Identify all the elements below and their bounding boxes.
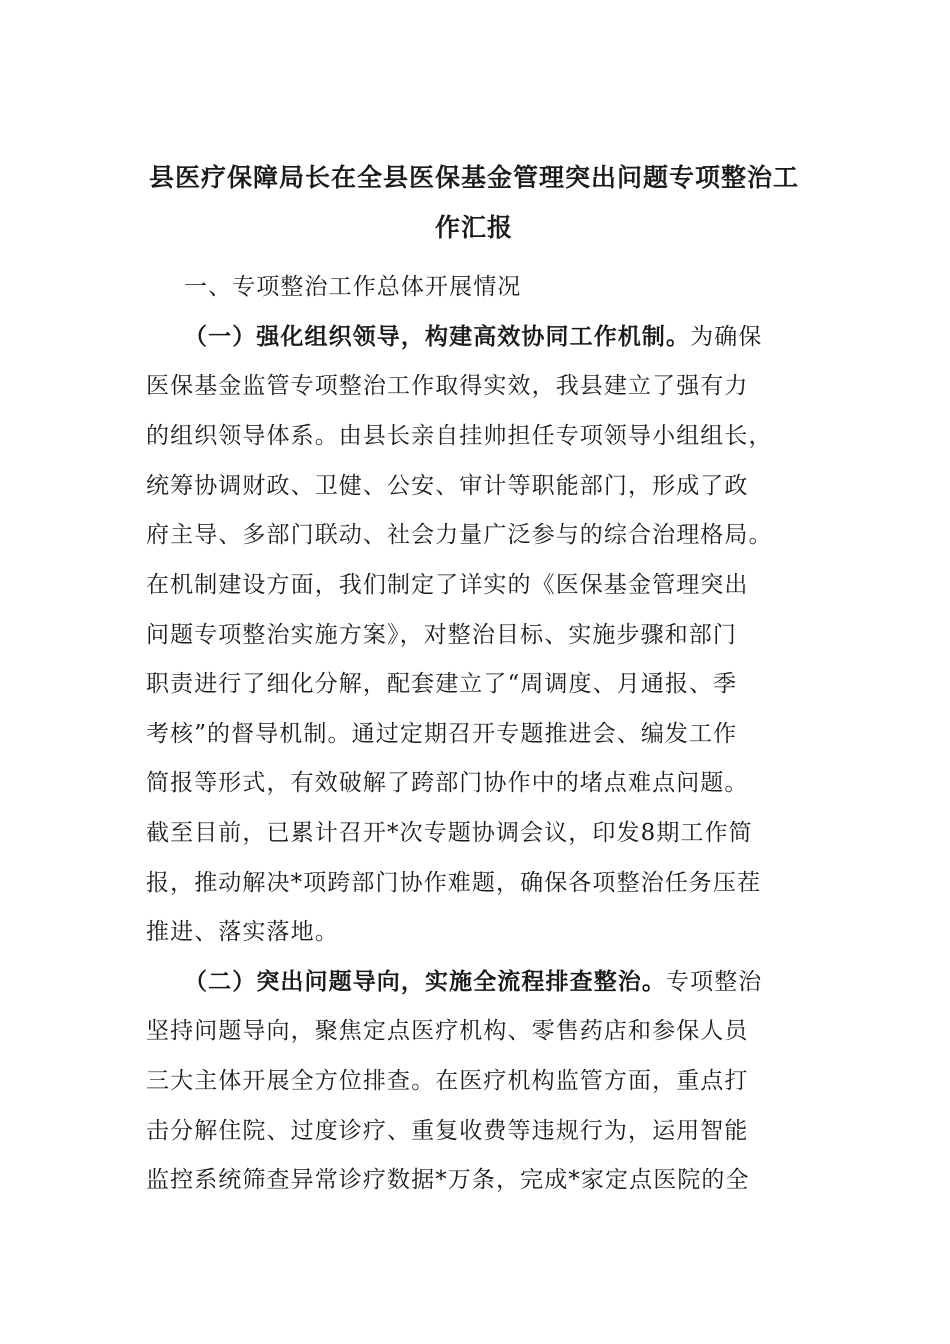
paragraph-1-lead-rest: 为确保 bbox=[690, 324, 763, 350]
paragraph-line: 监控系统筛查异常诊疗数据*万条，完成*家定点医院的全 bbox=[146, 1167, 750, 1193]
paragraph-line: 三大主体开展全方位排查。在医疗机构监管方面，重点打 bbox=[146, 1068, 749, 1094]
paragraph-line: 统筹协调财政、卫健、公安、审计等职能部门，形成了政 bbox=[146, 473, 749, 499]
paragraph-line: 报，推动解决*项跨部门协作难题，确保各项整治任务压茬 bbox=[146, 870, 762, 896]
paragraph-2-lead-rest: 专项整治 bbox=[666, 969, 763, 995]
paragraph-line: 的组织领导体系。由县长亲自挂帅担任专项领导小组组长， bbox=[146, 423, 773, 449]
paragraph-2-first-line bbox=[184, 957, 762, 1007]
paragraph-line: 击分解住院、过度诊疗、重复收费等违规行为，运用智能 bbox=[146, 1118, 749, 1144]
paragraph-line: 职责进行了细化分解，配套建立了“周调度、月通报、季 bbox=[146, 671, 738, 697]
paragraph-line: 府主导、多部门联动、社会力量广泛参与的综合治理格局。 bbox=[146, 522, 773, 548]
paragraph-line: 在机制建设方面，我们制定了详实的《医保基金管理突出 bbox=[146, 572, 749, 598]
paragraph-line: 推进、落实落地。 bbox=[146, 919, 339, 945]
paragraph-line: 医保基金监管专项整治工作取得实效，我县建立了强有力 bbox=[146, 373, 749, 399]
paragraph-line: 简报等形式，有效破解了跨部门协作中的堵点难点问题。 bbox=[146, 770, 749, 796]
paragraph-2-bold-lead: （二）突出问题导向，实施全流程排查整治。 bbox=[184, 969, 666, 995]
paragraph-line: 问题专项整治实施方案》，对整治目标、实施步骤和部门 bbox=[146, 622, 737, 648]
paragraph-line: 坚持问题导向，聚焦定点医疗机构、零售药店和参保人员 bbox=[146, 1018, 749, 1044]
paragraph-line: 截至目前，已累计召开*次专题协调会议，印发8期工作简 bbox=[146, 820, 753, 846]
document-title-line-2: 作汇报 bbox=[434, 213, 513, 242]
paragraph-line: 考核”的督导机制。通过定期召开专题推进会、编发工作 bbox=[146, 721, 738, 747]
section-heading: 一、专项整治工作总体开展情况 bbox=[184, 274, 522, 300]
document-title-line-1: 县医疗保障局长在全县医保基金管理突出问题专项整治工 bbox=[148, 163, 799, 192]
paragraph-1-first-line bbox=[184, 312, 762, 362]
paragraph-1-bold-lead: （一）强化组织领导，构建高效协同工作机制。 bbox=[184, 324, 691, 350]
